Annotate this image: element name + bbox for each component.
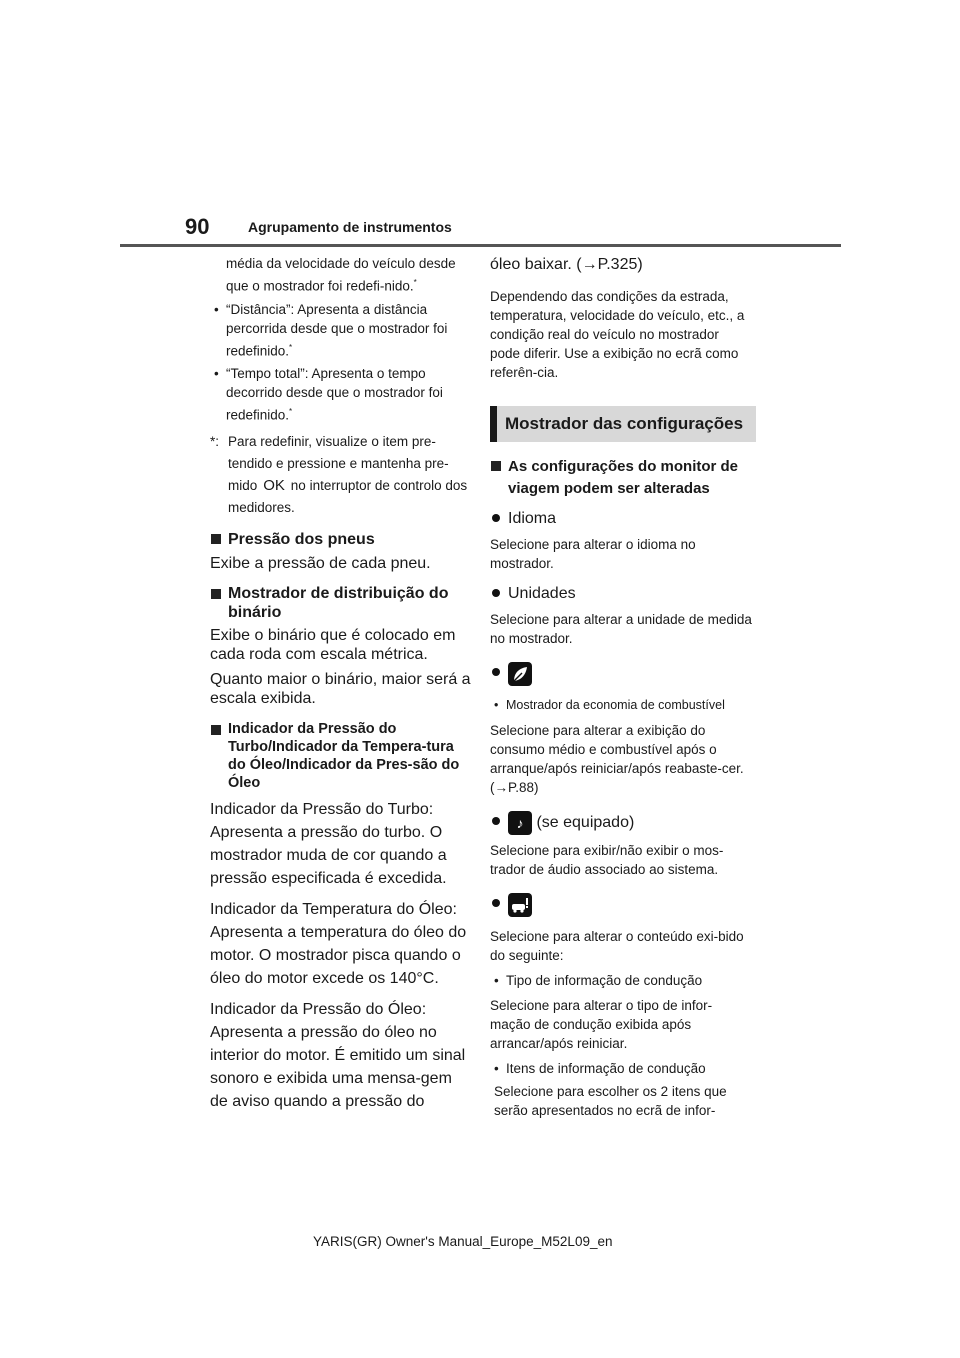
car-info-icon (508, 893, 532, 917)
torque-text-1: Exibe o binário que é colocado em cada roda com escala métrica. (210, 626, 456, 663)
drive-items-item: • Itens de informação de condução (490, 1059, 752, 1078)
drive-type-item: • Tipo de informação de condução (490, 971, 752, 990)
reset-footnote: *: Para redefinir, visualize o item pre-tendido e pressione e mantenha pre-mido OK no interruptor de controlo dos medidores. (210, 433, 468, 515)
oil-pressure-continuation: óleo baixar. (→P.325) (490, 256, 643, 273)
setting-language: Idioma (490, 508, 752, 529)
drive-items-text: Selecione para escolher os 2 itens que serão apresentados no ecrã de infor- (494, 1084, 727, 1118)
setting-units: Unidades (490, 583, 752, 604)
oil-pressure-text: Indicador da Pressão do Óleo: Apresenta a pressão do óleo no interior do motor. É emitido um sinal sonoro e exibida uma mensa-gem de aviso quando a pressão do (210, 1000, 466, 1110)
oil-temperature-text: Indicador da Temperatura do Óleo: Apresenta a temperatura do óleo do motor. O mostrador pisca quando o óleo do motor excede os 140°C. (210, 900, 467, 987)
setting-eco (490, 662, 752, 688)
trip-average-continuation: média da velocidade do veículo desde que o mostrador foi redefi-nido.* (226, 256, 456, 294)
right-column (490, 250, 752, 1120)
drive-info-text: Selecione para alterar o conteúdo exi-bido do seguinte: (490, 929, 744, 963)
torque-text-2: Quanto maior o binário, maior será a escala exibida. (210, 670, 471, 707)
units-text: Selecione para alterar a unidade de medida no mostrador. (490, 612, 752, 646)
settings-section-banner: Mostrador das configurações (490, 406, 756, 442)
heading-gauges: Indicador da Pressão do Turbo/Indicador da Tempera-tura do Óleo/Indicador da Pres-são do Óleo (210, 720, 472, 792)
audio-text: Selecione para exibir/não exibir o mos-trador de áudio associado ao sistema. (490, 843, 724, 877)
language-text: Selecione para alterar o idioma no mostrador. (490, 537, 696, 571)
left-column (210, 250, 472, 1113)
section-title: Agrupamento de instrumentos (248, 219, 452, 235)
turbo-pressure-text: Indicador da Pressão do Turbo: Apresenta a pressão do turbo. O mostrador muda de cor quando a pressão especificada é excedida. (210, 800, 447, 887)
drive-type-text: Selecione para alterar o tipo de infor-mação de condução exibida após arrancar/após reiniciar. (490, 998, 713, 1051)
eco-text: Selecione para alterar a exibição do consumo médio e combustível após o arranque/após reiniciar/após reabaste-cer. (→P.88) (490, 723, 744, 795)
heading-settings-changeable: As configurações do monitor de viagem podem ser alteradas (490, 456, 752, 500)
list-item-total-time: • “Tempo total”: Apresenta o tempo decorrido desde que o mostrador foi redefinido.* (210, 364, 472, 425)
leaf-icon (508, 662, 532, 686)
eco-sub-item: • Mostrador da economia de combustível (490, 696, 752, 715)
music-note-icon: ♪ (508, 811, 532, 835)
ok-button-icon: OK (263, 476, 285, 494)
heading-torque-distribution: Mostrador de distribuição do binário (210, 584, 472, 622)
list-item-distance: • “Distância”: Apresenta a distância percorrida desde que o mostrador foi redefinido.* (210, 300, 472, 361)
heading-tire-pressure: Pressão dos pneus (210, 529, 472, 550)
display-disclaimer: Dependendo das condições da estrada, temperatura, velocidade do veículo, etc., a condição real do veículo no mostrador pode diferir. Use a exibição no ecrã como referên-cia. (490, 289, 745, 380)
page-number: 90 (185, 214, 210, 239)
tire-pressure-text: Exibe a pressão de cada pneu. (210, 554, 431, 572)
setting-audio: ♪ (se equipado) (490, 811, 752, 835)
setting-drive-info (490, 893, 752, 919)
footer-manual-id: YARIS(GR) Owner's Manual_Europe_M52L09_en (313, 1234, 613, 1249)
header-divider (120, 244, 841, 247)
